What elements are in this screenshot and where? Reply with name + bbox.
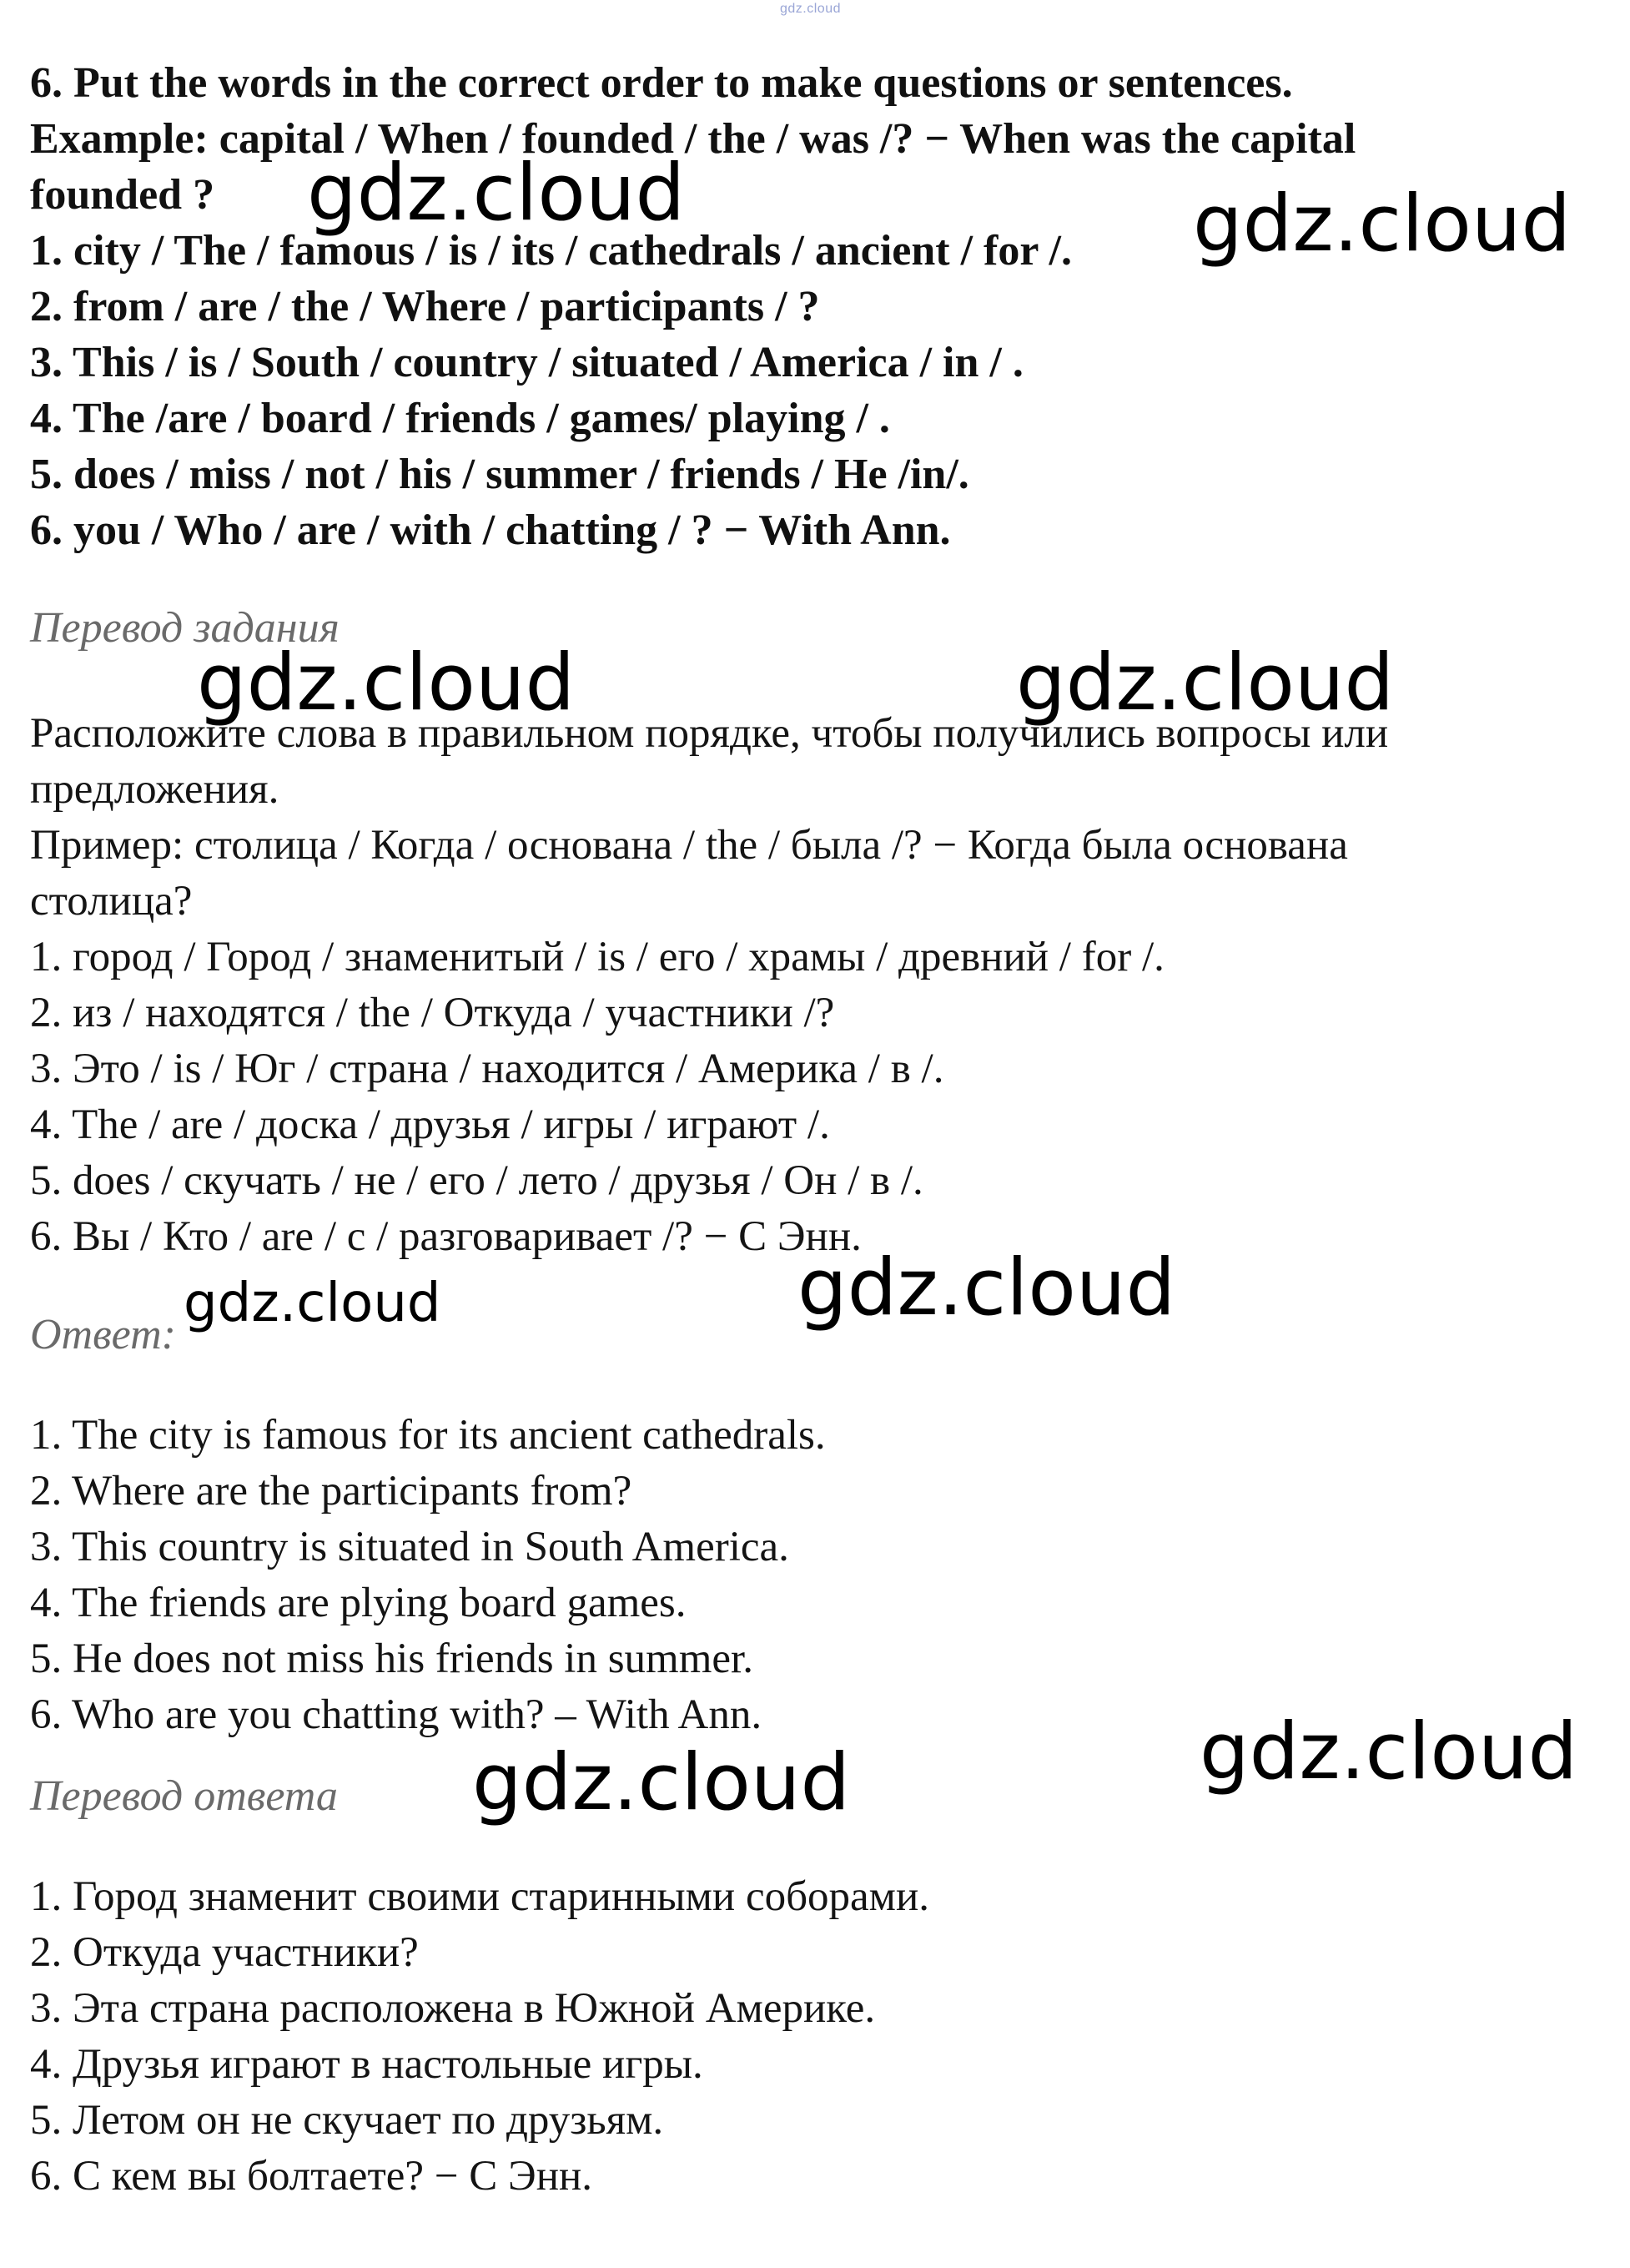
task-translation-block (30, 706, 1598, 1265)
translation-line: Пример: столица / Когда / основана / the / была /? − Когда была основана (30, 822, 1348, 869)
answer-item: 3. This country is situated in South America. (30, 1524, 789, 1570)
document-content (30, 55, 1598, 2205)
translation-item: 6. Вы / Кто / are / с / разговаривает /? − С Энн. (30, 1213, 862, 1260)
task-item: 2. from / are / the / Where / participants / ? (30, 283, 820, 330)
translation-item: 4. The / are / доска / друзья / игры / играют /. (30, 1101, 830, 1148)
task-block (30, 55, 1598, 558)
answer-block (30, 1408, 1598, 1743)
translation-item: 3. Это / is / Юг / страна / находится / Америка / в /. (30, 1046, 944, 1092)
answer-translation-item: 5. Летом он не скучает по друзьям. (30, 2097, 664, 2144)
task-item: 4. The /are / board / friends / games/ playing / . (30, 395, 890, 442)
task-item: 5. does / miss / not / his / summer / friends / He /in/. (30, 451, 969, 498)
translation-item: 5. does / скучать / не / его / лето / друзья / Он / в /. (30, 1157, 923, 1204)
watermark-gdz-cloud: gdz.cloud (197, 638, 576, 728)
watermark-gdz-cloud: gdz.cloud (797, 1242, 1176, 1333)
answer-translation-item: 2. Откуда участники? (30, 1929, 419, 1976)
answer-translation-block (30, 1869, 1598, 2205)
answer-translation-item: 6. С кем вы болтаете? − С Энн. (30, 2153, 593, 2200)
watermark-gdz-cloud: gdz.cloud (1193, 179, 1572, 270)
task-example: Example: capital / When / founded / the / was /? − When was the capital (30, 115, 1356, 163)
answer-item: 6. Who are you chatting with? – With Ann. (30, 1691, 762, 1738)
task-item: 3. This / is / South / country / situated / America / in / . (30, 339, 1024, 386)
answer-translation-item: 1. Город знаменит своими старинными соборами. (30, 1873, 929, 1920)
translation-line: предложения. (30, 766, 279, 813)
watermark-gdz-cloud: gdz.cloud (1016, 638, 1395, 728)
watermark-gdz-cloud: gdz.cloud (307, 148, 686, 239)
answer-translation-label: Перевод ответа (30, 1772, 338, 1820)
top-watermark: gdz.cloud (780, 2, 841, 16)
answer-item: 2. Where are the participants from? (30, 1468, 632, 1515)
watermark-gdz-cloud: gdz.cloud (472, 1737, 851, 1828)
watermark-gdz-cloud: gdz.cloud (1200, 1706, 1578, 1797)
translation-item: 2. из / находятся / the / Откуда / участники /? (30, 990, 835, 1036)
translation-item: 1. город / Город / знаменитый / is / его / храмы / древний / for /. (30, 934, 1165, 980)
answer-item: 5. He does not miss his friends in summer. (30, 1635, 753, 1682)
task-item: 1. city / The / famous / is / its / cathedrals / ancient / for /. (30, 227, 1072, 275)
watermark-gdz-cloud: gdz.cloud (184, 1273, 441, 1334)
answer-translation-item: 4. Друзья играют в настольные игры. (30, 2041, 703, 2088)
task-translation-label: Перевод задания (30, 604, 340, 652)
answer-item: 1. The city is famous for its ancient cathedrals. (30, 1412, 826, 1459)
answer-item: 4. The friends are plying board games. (30, 1580, 687, 1626)
task-title: 6. Put the words in the correct order to make questions or sentences. (30, 59, 1293, 107)
translation-line: Расположите слова в правильном порядке, чтобы получились вопросы или (30, 710, 1389, 757)
task-item: 6. you / Who / are / with / chatting / ? − With Ann. (30, 507, 951, 554)
answer-label: Ответ: (30, 1311, 176, 1358)
answer-translation-item: 3. Эта страна расположена в Южной Америке. (30, 1985, 876, 2032)
translation-line: столица? (30, 878, 193, 925)
task-example-continued: founded ? (30, 171, 215, 219)
